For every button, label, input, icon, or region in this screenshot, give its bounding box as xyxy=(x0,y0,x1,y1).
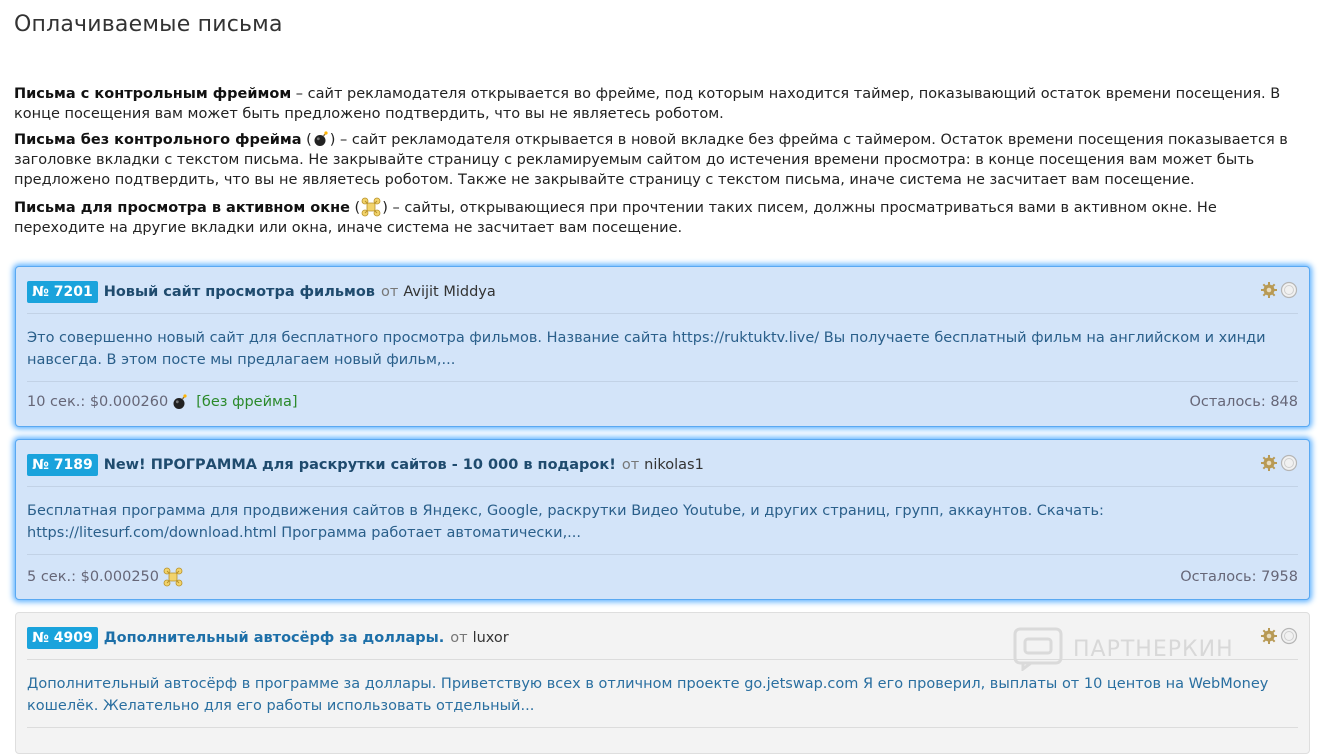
gear-icon[interactable] xyxy=(1260,281,1278,299)
card-title-link[interactable]: Дополнительный автосёрф за доллары. xyxy=(103,630,445,646)
active-window-icon xyxy=(163,567,183,587)
info-framed-label: Письма с контрольным фреймом xyxy=(14,86,292,102)
bomb-icon xyxy=(172,394,188,410)
divider xyxy=(27,381,1298,382)
divider xyxy=(27,727,1298,728)
card-author: luxor xyxy=(472,630,509,646)
card-number-badge: № 4909 xyxy=(27,627,98,649)
mail-card[interactable] xyxy=(15,266,1310,427)
card-description-line: навсегда. В этом посте мы предлагаем новый фильм,... xyxy=(27,352,456,368)
info-no-frame-text: ) – сайт рекламодателя открывается в новой вкладке без фрейма с таймером. Остаток времени посещения показывается в заголовке вкладки с текстом письма. Не закрывайте страницу с рекламируемым сайтом до истечения времени просмотра: в конце посещения вам может быть предложено подтвердить, что вы не являетесь роботом. Также не закрывайте страницу с текстом письма, иначе система не засчитает вам посещение. xyxy=(14,132,1288,188)
remaining-count: Осталось: 7958 xyxy=(1180,569,1298,585)
mail-card[interactable] xyxy=(15,439,1310,600)
info-framed-text: – сайт рекламодателя открывается во фрейме, под которым находится таймер, показывающий остаток времени посещения. В конце посещения вам может быть предложено подтвердить, что вы не являетесь роботом. xyxy=(14,86,1281,122)
watermark-logo-icon xyxy=(1013,627,1063,671)
card-description-line: Бесплатная программа для продвижения сайтов в Яндекс, Google, раскрутки Видео Youtube, и других страниц, групп, аккаунтов. Скачать: xyxy=(27,503,1104,519)
info-no-frame-label: Письма без контрольного фрейма xyxy=(14,132,302,148)
divider xyxy=(27,486,1298,487)
watermark-text: ПАРТНЕРКИН xyxy=(1073,636,1234,662)
card-description[interactable] xyxy=(27,500,1298,544)
card-author: Avijit Middya xyxy=(403,284,496,300)
card-footer xyxy=(27,394,1298,410)
close-icon[interactable] xyxy=(1280,281,1298,299)
card-number-badge: № 7189 xyxy=(27,454,98,476)
close-icon[interactable] xyxy=(1280,454,1298,472)
info-active-window-label: Письма для просмотра в активном окне xyxy=(14,200,350,216)
card-header xyxy=(27,627,509,649)
no-frame-label: [без фрейма] xyxy=(196,394,298,410)
card-author: nikolas1 xyxy=(644,457,704,473)
card-header xyxy=(27,454,704,476)
info-paren: ( xyxy=(349,200,361,216)
card-from-label: от xyxy=(380,284,399,300)
info-paren: ( xyxy=(301,132,312,148)
remaining-count: Осталось: 848 xyxy=(1189,394,1298,410)
info-paragraph-active-window xyxy=(14,197,1309,238)
card-actions xyxy=(1260,627,1298,645)
card-header xyxy=(27,281,496,303)
card-description-line: Дополнительный автосёрф в программе за доллары. Приветствую всех в отличном проекте go.jetswap.com Я его проверил, выплаты от 10 центов на WebMoney xyxy=(27,676,1269,692)
card-description-line: кошелёк. Желательно для его работы использовать отдельный... xyxy=(27,698,535,714)
close-icon[interactable] xyxy=(1280,627,1298,645)
card-description[interactable] xyxy=(27,327,1298,371)
active-window-icon xyxy=(361,197,381,217)
card-from-label: от xyxy=(621,457,640,473)
card-description-line: https://litesurf.com/download.html Программа работает автоматически,... xyxy=(27,525,582,541)
gear-icon[interactable] xyxy=(1260,454,1278,472)
divider xyxy=(27,313,1298,314)
info-active-window-text: ) – сайты, открывающиеся при прочтении таких писем, должны просматриваться вами в активном окне. Не переходите на другие вкладки или окна, иначе система не засчитает вам посещение. xyxy=(14,200,1217,236)
card-title-link[interactable]: New! ПРОГРАММА для раскрутки сайтов - 10 000 в подарок! xyxy=(103,457,616,473)
card-price: 10 сек.: $0.000260 xyxy=(27,394,169,410)
divider xyxy=(27,554,1298,555)
card-number-badge: № 7201 xyxy=(27,281,98,303)
info-paragraph-no-frame xyxy=(14,130,1309,190)
card-price: 5 сек.: $0.000250 xyxy=(27,569,160,585)
card-footer xyxy=(27,567,1298,587)
bomb-icon xyxy=(313,131,329,147)
info-paragraph-framed xyxy=(14,84,1309,124)
gear-icon[interactable] xyxy=(1260,627,1278,645)
card-description-line: Это совершенно новый сайт для бесплатного просмотра фильмов. Название сайта https://ruktuktv.live/ Вы получаете бесплатный фильм на английском и хинди xyxy=(27,330,1266,346)
card-description[interactable] xyxy=(27,673,1298,717)
page-title: Оплачиваемые письма xyxy=(14,12,283,37)
card-title-link[interactable]: Новый сайт просмотра фильмов xyxy=(103,284,375,300)
card-actions xyxy=(1260,281,1298,299)
card-actions xyxy=(1260,454,1298,472)
card-from-label: от xyxy=(450,630,468,646)
watermark xyxy=(1013,627,1234,671)
